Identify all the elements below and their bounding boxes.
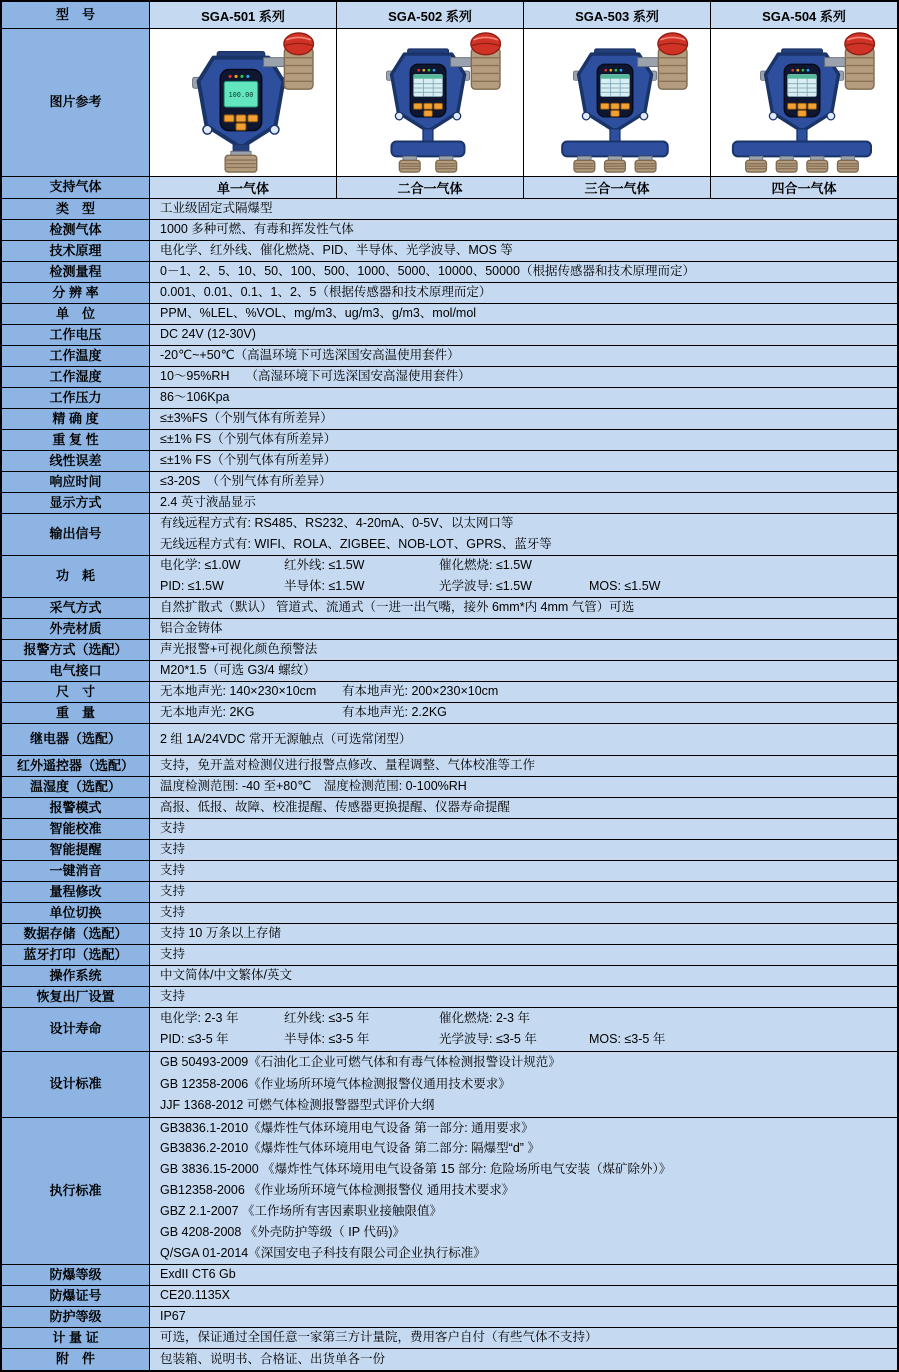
supported-gas-cells — [150, 177, 897, 198]
spec-row — [2, 241, 897, 262]
row-value — [150, 241, 897, 261]
row-value — [150, 220, 897, 240]
mounting-hole — [453, 112, 461, 120]
row-label: 线性误差 — [2, 451, 150, 471]
row-label: 工作湿度 — [2, 367, 150, 387]
value-line: 2 组 1A/24VDC 常开无源触点（可选常闭型） — [160, 731, 412, 746]
row-value — [150, 840, 897, 860]
value-col: 半导体: ≤1.5W — [284, 578, 365, 593]
value-col: 红外线: ≤1.5W — [284, 558, 365, 573]
row-value — [150, 493, 897, 513]
value-line: M20*1.5（可选 G3/4 螺纹） — [160, 663, 316, 678]
row-value — [150, 756, 897, 776]
value-col: 无本地声光: 140×230×10cm — [160, 684, 317, 699]
row-label: 防爆证号 — [2, 1286, 150, 1306]
spec-row — [2, 966, 897, 987]
row-label: 继电器（选配） — [2, 724, 150, 755]
spec-row — [2, 598, 897, 619]
row-label: 输出信号 — [2, 514, 150, 555]
row-value — [150, 409, 897, 429]
value-line: 支持 — [160, 863, 186, 878]
value-col: 红外线: ≤3-5 年 — [284, 1010, 370, 1025]
spec-row — [2, 945, 897, 966]
row-value — [150, 882, 897, 902]
spec-row — [2, 199, 897, 220]
row-value — [150, 966, 897, 986]
row-label: 尺 寸 — [2, 682, 150, 702]
product-image-sga-504 — [710, 29, 897, 176]
spec-row — [2, 262, 897, 283]
row-value — [150, 777, 897, 797]
value-line: ExdII CT6 Gb — [160, 1267, 236, 1282]
value-col: 有本地声光: 2.2KG — [342, 705, 447, 720]
spec-row — [2, 861, 897, 882]
value-line: 电化学、红外线、催化燃烧、PID、半导体、光学波导、MOS 等 — [160, 243, 513, 258]
detector-illustration — [164, 32, 322, 173]
value-line: PPM、%LEL、%VOL、mg/m3、ug/m3、g/m3、mol/mol — [160, 306, 477, 321]
gas-sensor-probes — [399, 156, 456, 172]
row-value — [150, 598, 897, 618]
row-label: 单 位 — [2, 304, 150, 324]
value-line: ≤±1% FS（个别气体有所差异） — [160, 453, 337, 468]
row-label: 工作电压 — [2, 325, 150, 345]
row-value — [150, 1118, 897, 1264]
mounting-hole — [582, 112, 590, 120]
value-line: 支持 10 万条以上存储 — [160, 926, 281, 941]
row-label: 外壳材质 — [2, 619, 150, 639]
gas-sensor-probes — [746, 156, 858, 172]
model-name: SGA-502 系列 — [336, 2, 523, 28]
mounting-hole — [203, 125, 212, 134]
row-value — [150, 1008, 897, 1051]
value-line — [160, 556, 891, 577]
value-line: 86～106Kpa — [160, 390, 230, 405]
row-value — [150, 861, 897, 881]
row-label: 防爆等级 — [2, 1265, 150, 1285]
spec-row — [2, 451, 897, 472]
row-value — [150, 682, 897, 702]
row-value — [150, 388, 897, 408]
row-value — [150, 987, 897, 1007]
spec-row — [2, 283, 897, 304]
row-label: 设计标准 — [2, 1052, 150, 1117]
value-line: GBZ 2.1-2007 《工作场所有害因素职业接触限值》 — [160, 1203, 442, 1218]
spec-row — [2, 1265, 897, 1286]
spec-row — [2, 640, 897, 661]
value-line: 支持 — [160, 842, 186, 857]
row-value — [150, 724, 897, 755]
mounting-hole — [827, 112, 835, 120]
value-col: 电化学: ≤1.0W — [160, 558, 241, 573]
value-line — [160, 1008, 891, 1030]
row-label-image: 图片参考 — [2, 29, 150, 176]
spec-row — [2, 1008, 897, 1052]
model-name: SGA-504 系列 — [710, 2, 897, 28]
value-line: GB 50493-2009《石油化工企业可燃气体和有毒气体检测报警设计规范》 — [160, 1054, 561, 1069]
value-line: 支持 — [160, 821, 186, 836]
spec-row — [2, 1328, 897, 1349]
value-line: ≤3-20S （个别气体有所差异） — [160, 474, 332, 489]
row-value — [150, 514, 897, 555]
row-label-gas: 支持气体 — [2, 177, 150, 198]
spec-row — [2, 220, 897, 241]
value-col: 半导体: ≤3-5 年 — [284, 1032, 370, 1047]
value-line: -20℃~+50℃（高温环境下可选深国安高温使用套件） — [160, 348, 460, 363]
value-col: 催化燃烧: ≤1.5W — [439, 558, 532, 573]
value-line: 1000 多种可燃、有毒和挥发性气体 — [160, 222, 354, 237]
spec-row — [2, 514, 897, 556]
spec-row — [2, 756, 897, 777]
value-line: CE20.1135X — [160, 1288, 230, 1303]
product-image-sga-502 — [336, 29, 523, 176]
detector-illustration — [351, 32, 509, 173]
spec-row — [2, 556, 897, 598]
row-label: 执行标准 — [2, 1118, 150, 1264]
row-value — [150, 556, 897, 597]
value-col: 光学波导: ≤1.5W — [439, 578, 532, 593]
row-label: 重 量 — [2, 703, 150, 723]
spec-row — [2, 304, 897, 325]
supported-gas-value: 单一气体 — [150, 177, 336, 198]
spec-row — [2, 682, 897, 703]
value-line: 可选，保证通过全国任意一家第三方计量院，费用客户自付（有些气体不支持） — [160, 1330, 598, 1345]
row-label: 类 型 — [2, 199, 150, 219]
value-line: 工业级固定式隔爆型 — [160, 201, 273, 216]
value-line: 支持，免开盖对检测仪进行报警点修改、量程调整、气体校准等工作 — [160, 758, 536, 773]
row-value — [150, 903, 897, 923]
row-value — [150, 1052, 897, 1117]
value-line: 中文简体/中文繁体/英文 — [160, 968, 292, 983]
row-label: 智能校准 — [2, 819, 150, 839]
value-line: GB3836.2-2010《爆炸性气体环境用电气设备 第二部分: 隔爆型“d” 》 — [160, 1141, 540, 1156]
lcd-screen — [601, 74, 630, 96]
detector-illustration — [725, 32, 883, 173]
row-label: 操作系统 — [2, 966, 150, 986]
row-label: 量程修改 — [2, 882, 150, 902]
row-label: 分 辨 率 — [2, 283, 150, 303]
value-line: 支持 — [160, 905, 186, 920]
spec-row — [2, 1052, 897, 1118]
row-label: 一键消音 — [2, 861, 150, 881]
value-col: 催化燃烧: 2-3 年 — [439, 1010, 530, 1025]
value-line: GB3836.1-2010《爆炸性气体环境用电气设备 第一部分: 通用要求》 — [160, 1120, 534, 1135]
row-label: 蓝牙打印（选配） — [2, 945, 150, 965]
row-label: 工作压力 — [2, 388, 150, 408]
spec-row — [2, 1118, 897, 1265]
row-value — [150, 199, 897, 219]
image-row — [2, 29, 897, 177]
row-label: 数据存储（选配） — [2, 924, 150, 944]
value-line: Q/SGA 01-2014《深国安电子科技有限公司企业执行标准》 — [160, 1245, 486, 1260]
spec-row — [2, 777, 897, 798]
spec-row — [2, 924, 897, 945]
row-label: 响应时间 — [2, 472, 150, 492]
row-label: 检测气体 — [2, 220, 150, 240]
spec-row — [2, 346, 897, 367]
value-line: GB 4208-2008 《外壳防护等级（ IP 代码)》 — [160, 1224, 405, 1239]
value-line — [160, 703, 891, 723]
spec-row — [2, 367, 897, 388]
row-label: 技术原理 — [2, 241, 150, 261]
row-label: 电气接口 — [2, 661, 150, 681]
row-label: 功 耗 — [2, 556, 150, 597]
row-label: 设计寿命 — [2, 1008, 150, 1051]
value-line: ≤±3%FS（个别气体有所差异） — [160, 411, 333, 426]
row-value — [150, 472, 897, 492]
value-line: JJF 1368-2012 可燃气体检测报警器型式评价大纲 — [160, 1098, 435, 1113]
value-line: GB12358-2006 《作业场所环境气体检测报警仪 通用技术要求》 — [160, 1183, 515, 1198]
row-value — [150, 640, 897, 660]
value-col: MOS: ≤3-5 年 — [589, 1032, 666, 1047]
row-label: 恢复出厂设置 — [2, 987, 150, 1007]
value-line: 声光报警+可视化颜色预警法 — [160, 642, 318, 657]
row-value — [150, 798, 897, 818]
spec-row — [2, 903, 897, 924]
mounting-hole — [640, 112, 648, 120]
spec-row — [2, 388, 897, 409]
row-value — [150, 283, 897, 303]
row-value — [150, 325, 897, 345]
spec-row — [2, 703, 897, 724]
row-label: 报警模式 — [2, 798, 150, 818]
spec-row — [2, 493, 897, 514]
value-line — [160, 1030, 891, 1052]
value-col: 无本地声光: 2KG — [160, 705, 255, 720]
row-value — [150, 661, 897, 681]
gas-row — [2, 177, 897, 199]
row-value — [150, 367, 897, 387]
product-image-sga-501 — [150, 29, 336, 176]
value-col: MOS: ≤1.5W — [589, 578, 661, 593]
row-label-model: 型 号 — [2, 2, 150, 28]
spec-row — [2, 987, 897, 1008]
model-name: SGA-503 系列 — [523, 2, 710, 28]
spec-row — [2, 325, 897, 346]
row-value — [150, 945, 897, 965]
value-line: ≤±1% FS（个别气体有所差异） — [160, 432, 337, 447]
row-value — [150, 346, 897, 366]
value-line: DC 24V (12-30V) — [160, 327, 256, 342]
value-line: 支持 — [160, 884, 186, 899]
model-name-cells — [150, 2, 897, 28]
value-col: 光学波导: ≤3-5 年 — [439, 1032, 537, 1047]
value-line: 高报、低报、故障、校准提醒、传感器更换提醒、仪器寿命提醒 — [160, 800, 511, 815]
mounting-hole — [395, 112, 403, 120]
row-label: 单位切换 — [2, 903, 150, 923]
supported-gas-value: 四合一气体 — [710, 177, 897, 198]
row-label: 显示方式 — [2, 493, 150, 513]
value-line: 0.001、0.01、0.1、1、2、5（根据传感器和技术原理而定） — [160, 285, 492, 300]
value-line: 2.4 英寸液晶显示 — [160, 495, 256, 510]
screen-reading-text: 100.00 — [228, 91, 254, 100]
value-line: 无线远程方式有: WIFI、ROLA、ZIGBEE、NOB-LOT、GPRS、蓝牙等 — [160, 536, 552, 551]
row-label: 防护等级 — [2, 1307, 150, 1327]
header-row — [2, 2, 897, 29]
row-label: 计 量 证 — [2, 1328, 150, 1348]
supported-gas-value: 三合一气体 — [523, 177, 710, 198]
row-label: 精 确 度 — [2, 409, 150, 429]
value-line: 10～95%RH （高湿环境下可选深国安高湿使用套件） — [160, 369, 471, 384]
row-label: 重 复 性 — [2, 430, 150, 450]
row-label: 温湿度（选配） — [2, 777, 150, 797]
gas-sensor-probes — [225, 151, 257, 172]
spec-row — [2, 409, 897, 430]
gas-sensor-probes — [574, 156, 656, 172]
spec-row — [2, 661, 897, 682]
row-value — [150, 262, 897, 282]
lcd-screen — [414, 74, 443, 96]
value-line: 0－1、2、5、10、50、100、500、1000、5000、10000、50000（根据传感器和技术原理而定） — [160, 264, 695, 279]
lcd-screen — [224, 81, 258, 107]
row-value — [150, 1286, 897, 1306]
row-value — [150, 924, 897, 944]
row-value — [150, 1265, 897, 1285]
mounting-hole — [769, 112, 777, 120]
detector-illustration — [538, 32, 696, 173]
value-line: IP67 — [160, 1309, 186, 1324]
spec-row — [2, 798, 897, 819]
sensor-manifold — [562, 141, 668, 156]
value-line: 支持 — [160, 989, 186, 1004]
spec-row — [2, 430, 897, 451]
row-value — [150, 1349, 897, 1370]
supported-gas-value: 二合一气体 — [336, 177, 523, 198]
value-col: 有本地声光: 200×230×10cm — [342, 684, 499, 699]
sensor-manifold — [392, 141, 465, 156]
row-label: 工作温度 — [2, 346, 150, 366]
row-value — [150, 819, 897, 839]
row-value — [150, 304, 897, 324]
row-label: 报警方式（选配） — [2, 640, 150, 660]
row-value — [150, 1328, 897, 1348]
row-label: 附 件 — [2, 1349, 150, 1370]
row-value — [150, 451, 897, 471]
spec-row — [2, 882, 897, 903]
value-col: 电化学: 2-3 年 — [160, 1010, 239, 1025]
value-col: PID: ≤3-5 年 — [160, 1032, 229, 1047]
spec-row — [2, 1307, 897, 1328]
row-value — [150, 430, 897, 450]
row-label: 智能提醒 — [2, 840, 150, 860]
value-line: 温度检测范围: -40 至+80℃ 湿度检测范围: 0-100%RH — [160, 779, 467, 794]
value-line: GB 3836.15-2000 《爆炸性气体环境用电气设备第 15 部分: 危险场所电气安装（煤矿除外）》 — [160, 1162, 672, 1177]
row-value — [150, 1307, 897, 1327]
row-value — [150, 619, 897, 639]
row-label: 检测量程 — [2, 262, 150, 282]
product-image-sga-503 — [523, 29, 710, 176]
sensor-manifold — [733, 141, 871, 156]
model-name: SGA-501 系列 — [150, 2, 336, 28]
row-value — [150, 703, 897, 723]
spec-row — [2, 619, 897, 640]
spec-row — [2, 724, 897, 756]
value-line: 自然扩散式（默认） 管道式、流通式（一进一出气嘴，接外 6mm*内 4mm 气管）可选 — [160, 600, 635, 615]
value-line: 有线远程方式有: RS485、RS232、4-20mA、0-5V、以太网口等 — [160, 516, 514, 531]
mounting-hole — [270, 125, 279, 134]
value-line: 包装箱、说明书、合格证、出货单各一份 — [160, 1351, 386, 1366]
value-line: 铝合金铸体 — [160, 621, 223, 636]
lcd-screen — [788, 74, 817, 96]
spec-row — [2, 840, 897, 861]
value-line: GB 12358-2006《作业场所环境气体检测报警仪通用技术要求》 — [160, 1076, 511, 1091]
spec-row — [2, 819, 897, 840]
product-image-cells — [150, 29, 897, 176]
row-label: 采气方式 — [2, 598, 150, 618]
value-line — [160, 577, 891, 598]
spec-row — [2, 1349, 897, 1370]
value-col: PID: ≤1.5W — [160, 578, 224, 593]
row-label: 红外遥控器（选配） — [2, 756, 150, 776]
value-line: 支持 — [160, 947, 186, 962]
spec-row — [2, 1286, 897, 1307]
spec-row — [2, 472, 897, 493]
value-line — [160, 682, 891, 702]
